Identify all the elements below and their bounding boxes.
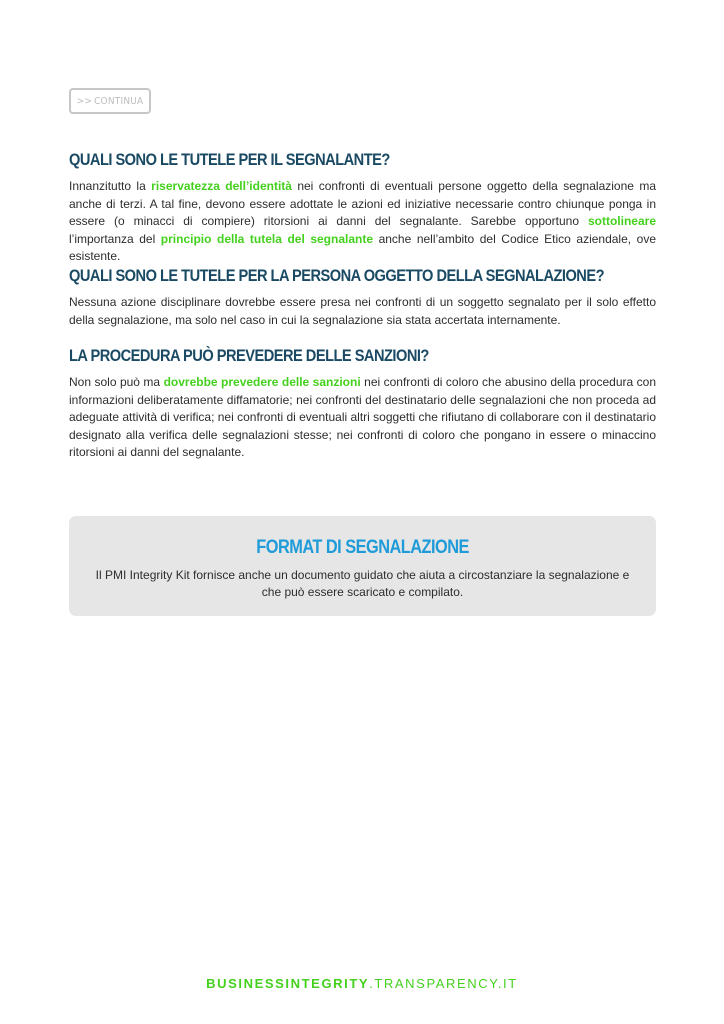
- section-paragraph: Nessuna azione disciplinare dovrebbe essere presa nei confronti di un soggetto segnalato per il solo effetto della segnalazione, ma solo nel caso in cui la segnalazione sia stata accertata internamente.: [69, 295, 656, 327]
- section-heading: LA PROCEDURA PUÒ PREVEDERE DELLE SANZIONI?: [69, 346, 429, 365]
- footer-website-link[interactable]: [0, 976, 724, 991]
- section-heading: QUALI SONO LE TUTELE PER LA PERSONA OGGETTO DELLA SEGNALAZIONE?: [69, 266, 605, 285]
- section-paragraph: [69, 178, 656, 266]
- paragraph-text: l’importanza del: [69, 231, 161, 246]
- highlight-text: dovrebbe prevedere delle sanzioni: [163, 375, 361, 389]
- continue-arrow-icon: >>: [76, 95, 93, 107]
- format-info-box: [69, 516, 656, 616]
- section-sanctions: [69, 346, 656, 462]
- format-description: Il PMI Integrity Kit fornisce anche un documento guidato che aiuta a circostanziare la segnalazione e che può essere scaricato e compilato.: [95, 568, 630, 599]
- format-title: FORMAT DI SEGNALAZIONE: [256, 537, 469, 558]
- section-whistleblower-protection: [69, 150, 656, 266]
- highlight-text: sottolineare: [587, 214, 656, 229]
- footer-brand-strong: BUSINESSINTEGRITY: [206, 976, 370, 991]
- continue-button[interactable]: [69, 88, 151, 114]
- continue-label: CONTINUA: [94, 95, 144, 107]
- section-heading: QUALI SONO LE TUTELE PER IL SEGNALANTE?: [69, 150, 390, 169]
- paragraph-text: Innanzitutto la: [69, 179, 152, 193]
- highlight-text: principio della tutela del segnalante: [160, 231, 374, 246]
- highlight-text: riservatezza dell’identità: [151, 179, 292, 193]
- paragraph-text: nei confronti di coloro che abusino della procedura con informazioni deliberatamente diffamatorie; nei confronti del destinatario delle segnalazioni che non proceda ad adeguate attività di verifica; nei confronti di eventuali altri soggetti che rifiutano di collaborare con il destinatario designato alla verifica delle segnalazioni stesse; nei confronti di coloro che pongano in essere o minaccino ritorsioni ai danni del segnalante.: [69, 375, 657, 460]
- paragraph-text: nei confronti di eventuali persone oggetto della segnalazione ma anche di terzi. A tal fine, devono essere adottate le azioni ed iniziative necessarie contro chiunque ponga in essere (o minacci di compiere) ritorsioni ai danni del segnalante. Sarebbe opportuno: [69, 179, 656, 229]
- paragraph-text: anche nell’ambito del Codice Etico aziendale, ove esistente.: [69, 231, 657, 264]
- paragraph-text: Non solo può ma: [69, 375, 164, 389]
- section-paragraph: [69, 374, 656, 462]
- footer-brand-light: .TRANSPARENCY.IT: [369, 976, 518, 991]
- section-reported-person-protection: [69, 266, 656, 329]
